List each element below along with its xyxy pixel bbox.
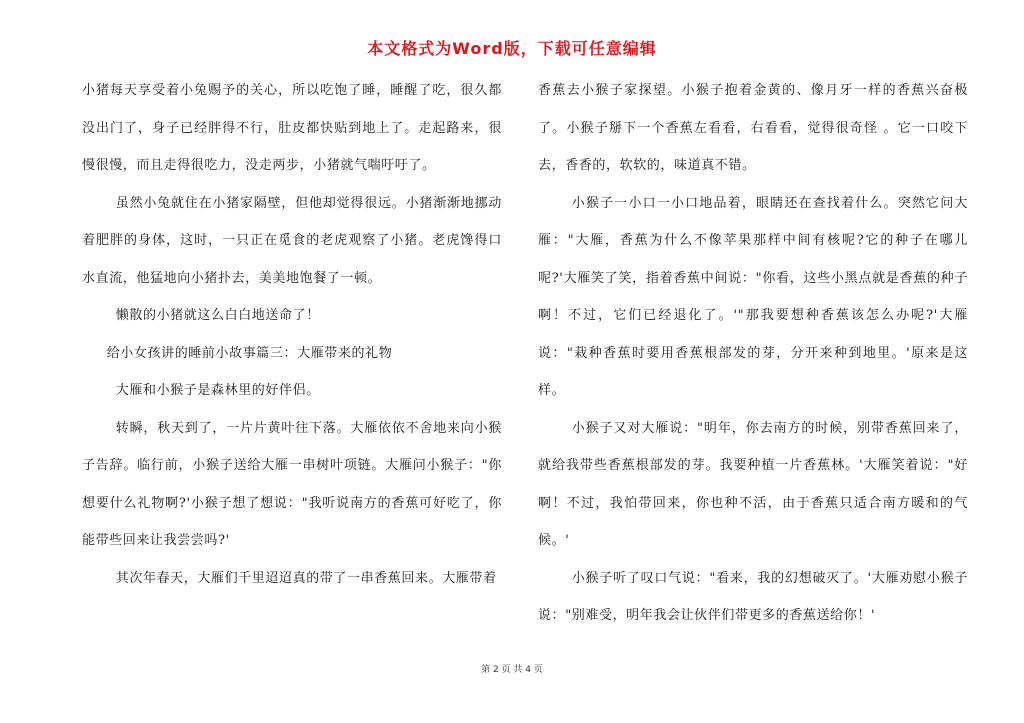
page-number: 第 2 页 共 4 页	[481, 665, 543, 675]
paragraph: 小猴子一小口一小口地品着，眼睛还在查找着什么。突然它问大雁："大雁，香蕉为什么不像苹果那样中间有核呢?它的种子在哪儿呢?'大雁笑了笑，指着香蕉中间说："你看，这些小黑点就是香蕉的种子啊！不过，它们已经退化了。'"那我要想种香蕉该怎么办呢?'大雁说："栽种香蕉时要用香蕉根部发的芽，分开来种到地里。'原来是这样。	[538, 195, 968, 398]
paragraph: 香蕉去小猴子家探望。小猴子抱着金黄的、像月牙一样的香蕉兴奋极了。小猴子掰下一个香蕉左看看，右看看，觉得很奇怪 。它一口咬下去，香香的，软软的，味道真不错。	[538, 83, 968, 173]
paragraph: 虽然小兔就住在小猪家隔壁，但他却觉得很远。小猪渐渐地挪动着肥胖的身体，这时，一只正在觅食的老虎观察了小猪。老虎馋得口水直流，他猛地向小猪扑去，美美地饱餐了一顿。	[82, 195, 502, 286]
paragraph: 其次年春天，大雁们千里迢迢真的带了一串香蕉回来。大雁带着	[115, 570, 497, 586]
paragraph: 懒散的小猪就这么白白地送命了！	[115, 308, 320, 323]
section-heading: 给小女孩讲的睡前小故事篇三：大雁带来的礼物	[106, 345, 393, 361]
paragraph: 小猴子又对大雁说："明年，你去南方的时候，别带香蕉回来了，就给我带些香蕉根部发的芽。我要种植一片香蕉林。'大雁笑着说："好啊！不过，我怕带回来，你也种不活，由于香蕉只适合南方暖和的气候。'	[538, 420, 968, 548]
paragraph: 小猴子听了叹口气说："看来，我的幻想破灭了。'大雁劝慰小猴子说："别难受，明年我会让伙伴们带更多的香蕉送给你！'	[538, 570, 968, 623]
format-banner: 本文格式为Word版，下载可任意编辑	[367, 39, 657, 58]
right-column	[538, 72, 968, 635]
paragraph: 小猪每天享受着小兔赐予的关心，所以吃饱了睡，睡醒了吃，很久都没出门了，身子已经胖得不行，肚皮都快贴到地上了。走起路来，很慢很慢，而且走得很吃力，没走两步，小猪就气喘吁吁了。	[82, 83, 502, 173]
paragraph: 大雁和小猴子是森林里的好伴侣。	[115, 383, 320, 398]
paragraph: 转瞬，秋天到了，一片片黄叶往下落。大雁依依不舍地来向小猴子告辞。临行前，小猴子送给大雁一串树叶项链。大雁问小猴子："你想要什么礼物啊?'小猴子想了想说："我听说南方的香蕉可好吃了，你能带些回来让我尝尝吗?'	[82, 420, 502, 548]
left-column	[82, 72, 502, 597]
